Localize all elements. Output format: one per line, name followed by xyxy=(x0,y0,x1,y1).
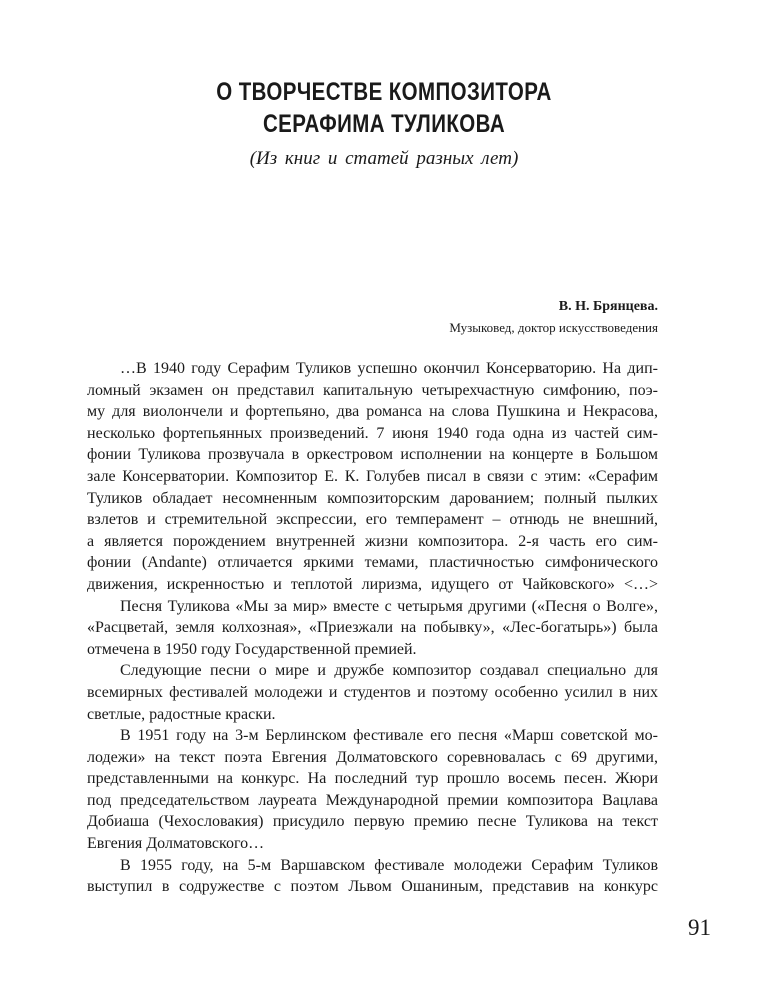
text-line: под председательством лауреата Международной премии композитора Вацлава xyxy=(87,791,658,809)
author-name: В. Н. Брянцева. xyxy=(558,299,658,314)
text-line: Добиаша (Чехословакия) присудило первую премию песне Туликова на текст xyxy=(87,813,658,831)
page-number: 91 xyxy=(688,915,711,940)
text-line: Евгения Долматовского… xyxy=(87,835,265,853)
text-line: Песня Туликова «Мы за мир» вместе с четырьмя другими («Песня о Волге», xyxy=(120,597,658,615)
text-line: ломный экзамен он представил капитальную четырехчастную симфонию, поэ- xyxy=(87,381,658,399)
text-line: фонии Туликова прозвучала в оркестровом исполнении на концерте в Большом xyxy=(87,446,658,464)
article-subtitle: (Из книг и статей разных лет) xyxy=(249,148,519,169)
text-line: Туликов обладает несомненным композиторским дарованием; полный пылких xyxy=(87,489,658,507)
text-line: движения, искренностью и теплотой лиризма, идущего от Чайковского» <…> xyxy=(87,575,658,593)
text-line: Следующие песни о мире и дружбе композитор создавал специально для xyxy=(120,662,658,680)
text-line: зале Консерватории. Композитор Е. К. Голубев писал в связи с этим: «Серафим xyxy=(87,467,658,485)
text-line: а является порождением внутренней жизни композитора. 2-я часть его сим- xyxy=(87,532,658,550)
text-line: му для виолончели и фортепьяно, два романса на слова Пушкина и Некрасова, xyxy=(87,403,658,421)
text-line: лодежи» на текст поэта Евгения Долматовского соревновалась с 69 другими, xyxy=(87,748,658,766)
text-line: взлетов и стремительной экспрессии, его темперамент – отнюдь не внешний, xyxy=(87,511,658,529)
text-line: выступил в содружестве с поэтом Львом Ошаниным, представив на конкурс xyxy=(87,878,658,896)
text-line: светлые, радостные краски. xyxy=(87,705,276,723)
text-line: фонии (Andante) отличается яркими темами, пластичностью симфонического xyxy=(87,554,658,572)
article-title-line-1: О ТВОРЧЕСТВЕ КОМПОЗИТОРА xyxy=(216,78,552,106)
text-line: отмечена в 1950 году Государственной премией. xyxy=(87,640,417,658)
text-line: …В 1940 году Серафим Туликов успешно окончил Консерваторию. На дип- xyxy=(120,360,658,377)
text-line: всемирных фестивалей молодежи и студентов и поэтому особенно усилил в них xyxy=(87,683,658,701)
text-line: представленными на конкурс. На последний тур прошло восемь песен. Жюри xyxy=(87,770,658,788)
text-line: «Расцветай, земля колхозная», «Приезжали на побывку», «Лес-богатырь») была xyxy=(87,619,658,637)
author-role: Музыковед, доктор искусствоведения xyxy=(449,320,658,335)
text-line: несколько фортепьянных произведений. 7 июня 1940 года одна из частей сим- xyxy=(87,424,658,442)
article-title-line-2: СЕРАФИМА ТУЛИКОВА xyxy=(262,110,506,138)
text-line: В 1951 году на 3-м Берлинском фестивале его песня «Марш советской мо- xyxy=(120,727,658,745)
text-line: В 1955 году, на 5-м Варшавском фестивале молодежи Серафим Туликов xyxy=(120,856,658,874)
body-text xyxy=(87,358,658,898)
